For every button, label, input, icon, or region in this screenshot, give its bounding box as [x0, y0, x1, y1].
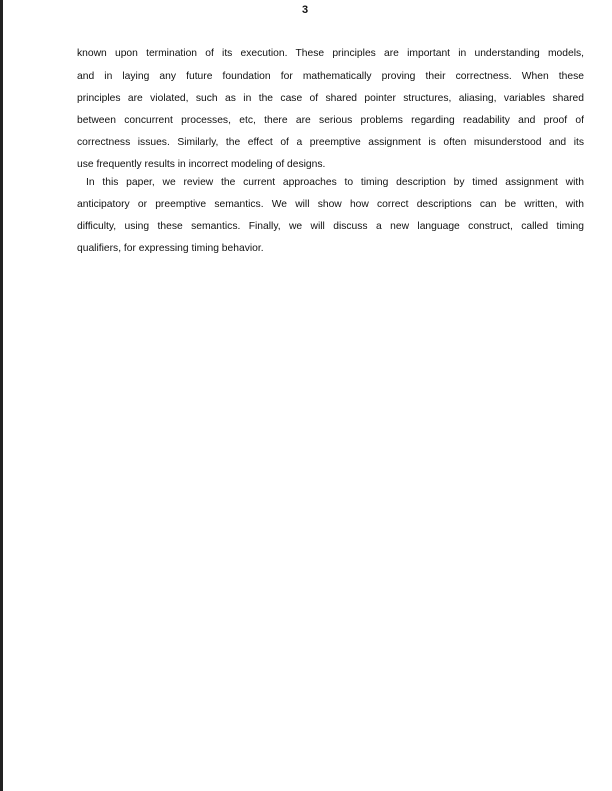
text-line: In this paper, we review the current approaches to timing description by timed assignment with	[86, 177, 584, 188]
text-line: difficulty, using these semantics. Finally, we will discuss a new language construct, called timing	[77, 221, 584, 232]
page-number: 3	[302, 4, 309, 16]
text-line: principles are violated, such as in the case of shared pointer structures, aliasing, variables shared	[77, 93, 584, 104]
text-line: correctness issues. Similarly, the effect of a preemptive assignment is often misunderstood and its	[77, 137, 584, 148]
text-line: qualifiers, for expressing timing behavior.	[77, 243, 264, 254]
text-line: use frequently results in incorrect modeling of designs.	[77, 159, 326, 170]
text-line: known upon termination of its execution. These principles are important in understanding models,	[77, 48, 584, 59]
scan-edge	[0, 0, 3, 791]
text-line: and in laying any future foundation for mathematically proving their correctness. When these	[77, 71, 584, 82]
text-line: anticipatory or preemptive semantics. We will show how correct descriptions can be written, with	[77, 199, 584, 210]
text-line: between concurrent processes, etc, there are serious problems regarding readability and proof of	[77, 115, 584, 126]
